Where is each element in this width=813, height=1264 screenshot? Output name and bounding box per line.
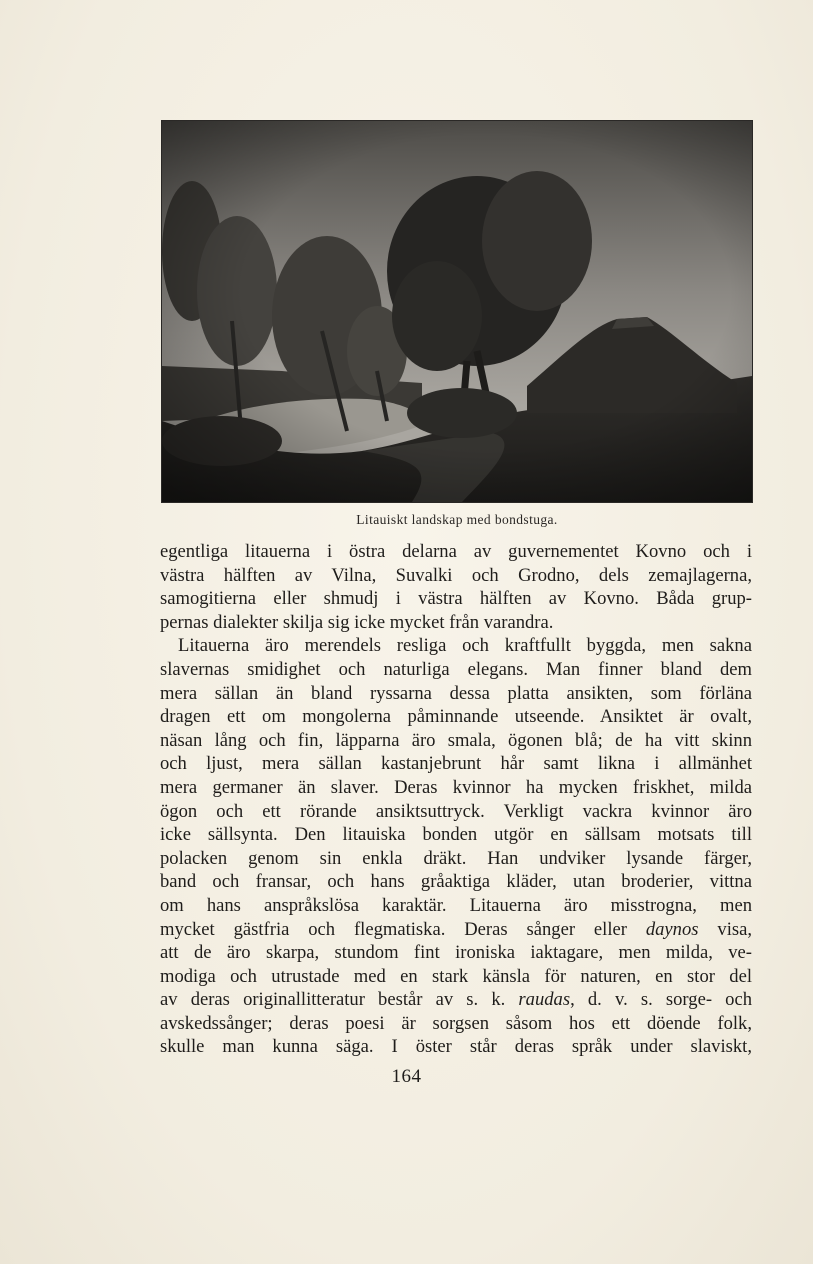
- text-line: modiga och utrustade med en stark känsla för naturen, en stor del: [160, 965, 752, 987]
- text-line: slavernas smidighet och naturliga elegans. Man finner bland dem: [160, 658, 752, 680]
- text-line: skulle man kunna säga. I öster står deras språk under slaviskt,: [160, 1036, 752, 1058]
- text-segment: , d. v. s. sorge- och: [570, 989, 753, 1011]
- text-line: ögon och ett rörande ansiktsuttryck. Verkligt vackra kvinnor äro: [160, 800, 752, 822]
- landscape-photo: [162, 121, 752, 502]
- photo-caption: Litauiskt landskap med bondstuga.: [356, 512, 558, 527]
- text-line: egentliga litauerna i östra delarna av guvernementet Kovno och i: [160, 541, 752, 562]
- text-line: Litauerna äro merendels resliga och kraftfullt byggda, men sakna: [178, 635, 752, 657]
- italic-term-daynos: daynos: [645, 918, 699, 940]
- text-line: mera germaner än slaver. Deras kvinnor ha mycken friskhet, milda: [160, 776, 752, 798]
- text-line: näsan lång och fin, läpparna äro smala, ögonen blå; de ha vitt skinn: [160, 729, 752, 751]
- text-segment: visa,: [698, 918, 752, 940]
- body-text: [160, 540, 752, 1059]
- text-line: att de äro skarpa, stundom fint ironiska iaktagare, men milda, ve-: [160, 942, 752, 964]
- italic-term-raudas: raudas: [518, 989, 571, 1011]
- text-line: samogitierna eller shmudj i västra hälften av Kovno. Båda grup-: [160, 588, 752, 610]
- text-line-with-italic: [160, 988, 752, 1012]
- text-line: dragen ett om mongolerna påminnande utseende. Ansiktet är ovalt,: [160, 706, 752, 728]
- text-line: pernas dialekter skilja sig icke mycket från varandra.: [160, 611, 554, 633]
- text-segment: av deras originallitteratur består av s. k.: [160, 989, 519, 1011]
- text-line: avskedssånger; deras poesi är sorgsen såsom hos ett döende folk,: [160, 1012, 752, 1034]
- text-line: västra hälften av Vilna, Suvalki och Grodno, dels zemajlagerna,: [160, 564, 752, 586]
- text-segment: mycket gästfria och flegmatiska. Deras sånger eller: [160, 918, 646, 940]
- landscape-photo-image: [162, 121, 752, 502]
- text-line: polacken genom sin enkla dräkt. Han undviker lysande färger,: [160, 847, 752, 869]
- text-line: band och fransar, och hans gråaktiga kläder, utan broderier, vittna: [160, 871, 752, 893]
- text-line: om hans anspråkslösa karaktär. Litauerna äro misstrogna, men: [160, 894, 752, 916]
- text-line: och ljust, mera sällan kastanjebrunt hår samt likna i allmänhet: [160, 753, 752, 775]
- text-line-with-italic: [160, 918, 752, 942]
- page-number: 164: [391, 1066, 422, 1087]
- text-line: mera sällan än bland ryssarna dessa platta ansikten, som förläna: [160, 682, 752, 704]
- text-line: icke sällsynta. Den litauiska bonden utgör en sällsam motsats till: [160, 824, 752, 846]
